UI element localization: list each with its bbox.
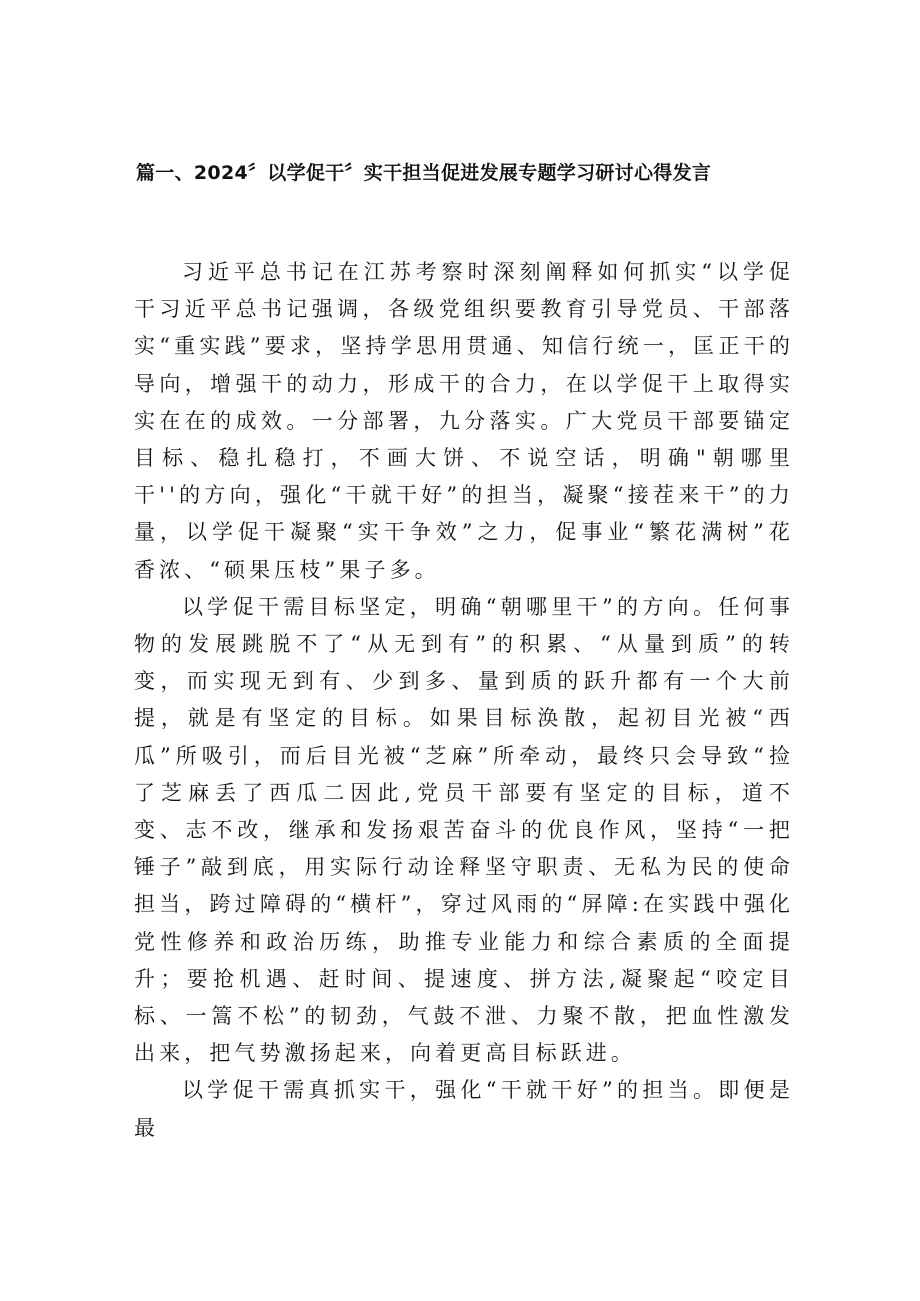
document-body xyxy=(134,254,794,1147)
paragraph: 习近平总书记在江苏考察时深刻阐释如何抓实“以学促干习近平总书记强调，各级党组织要教育引导党员、干部落实“重实践”要求，坚持学思用贯通、知信行统一，匡正干的导向，增强干的动力，形成干的合力，在以学促干上取得实实在在的成效。一分部署，九分落实。广大党员干部要锚定目标、稳扎稳打，不画大饼、不说空话，明确"朝哪里干''的方向，强化“干就干好”的担当，凝聚“接茬来干”的力量，以学促干凝聚“实干争效”之力，促事业“繁花满树”花香浓、“硕果压枝”果子多。 xyxy=(134,260,794,582)
paragraph: 以学促干需目标坚定，明确“朝哪里干”的方向。任何事物的发展跳脱不了“从无到有”的积累、“从量到质”的转变，而实现无到有、少到多、量到质的跃升都有一个大前提，就是有坚定的目标。如果目标涣散，起初目光被“西瓜”所吸引，而后目光被“芝麻”所牵动，最终只会导致“捡了芝麻丢了西瓜二因此,党员干部要有坚定的目标，道不变、志不改，继承和发扬艰苦奋斗的优良作风，坚持“一把锤子”敲到底，用实际行动诠释坚守职责、无私为民的使命担当，跨过障碍的“横杆”，穿过风雨的“屏障:在实践中强化党性修养和政治历练，助推专业能力和综合素质的全面提升；要抢机遇、赶时间、提速度、拼方法,凝聚起“咬定目标、一篙不松”的韧劲，气鼓不泄、力聚不散，把血性激发出来，把气势激扬起来，向着更高目标跃进。 xyxy=(134,594,794,1066)
document-title: 篇一、2024〞以学促干〞实干担当促进发展专题学习研讨心得发言 xyxy=(136,162,712,184)
paragraph: 以学促干需真抓实干，强化“干就干好”的担当。即便是最 xyxy=(134,1078,794,1140)
